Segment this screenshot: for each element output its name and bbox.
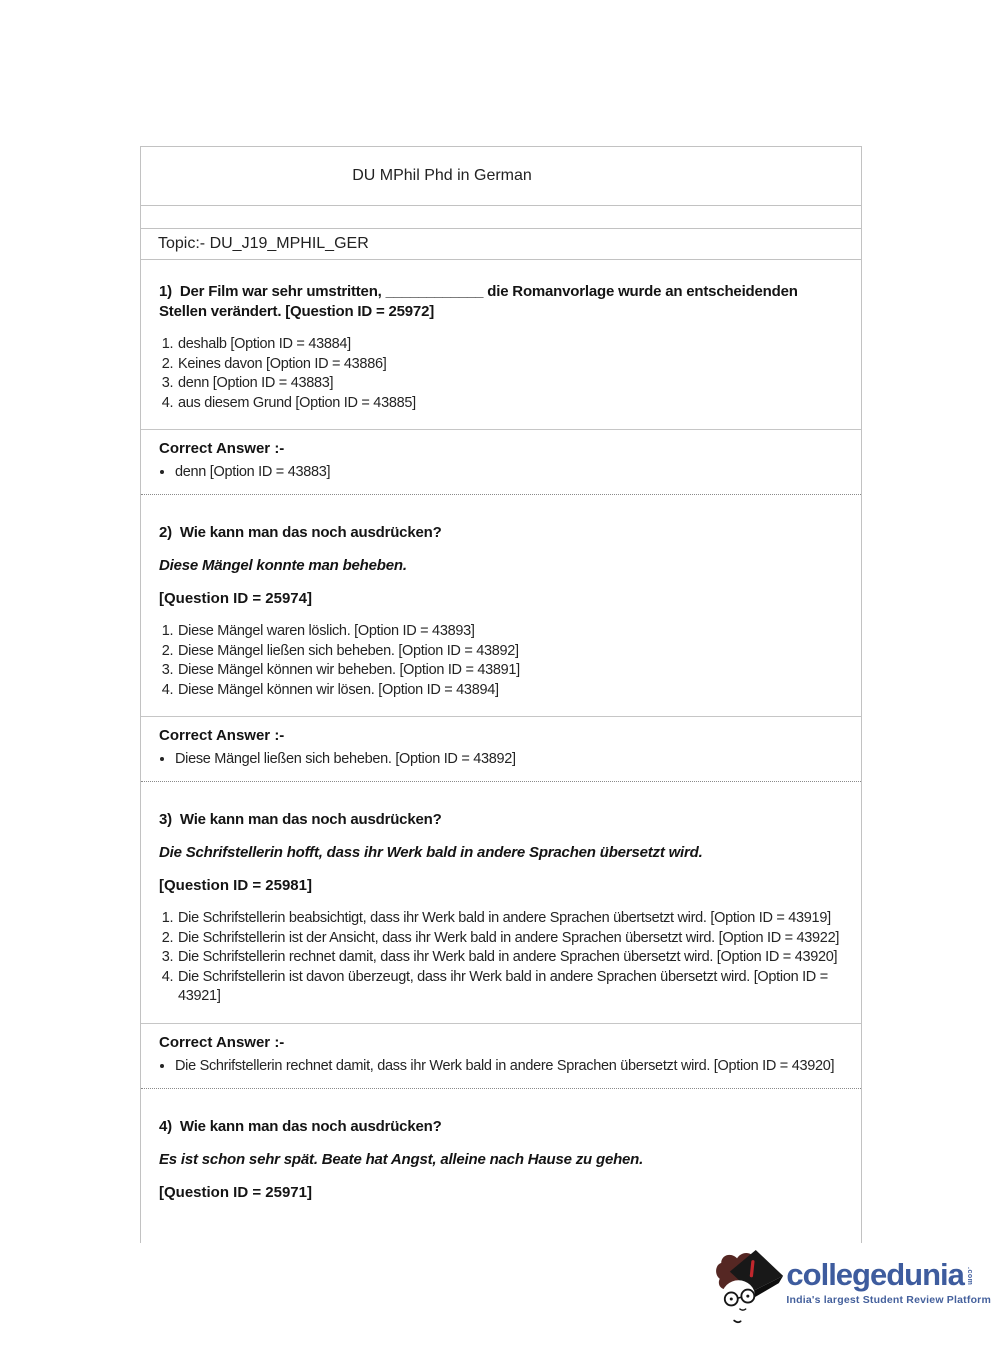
logo-brand-line bbox=[786, 1257, 991, 1292]
question-4-stimulus: Es ist schon sehr spät. Beate hat Angst, alleine nach Hause zu gehen. bbox=[159, 1150, 644, 1168]
correct-answer-list bbox=[159, 462, 847, 482]
option-item: 4. aus diesem Grund [Option ID = 43885] bbox=[177, 394, 847, 414]
correct-answer-list bbox=[159, 1056, 847, 1076]
correct-answer-block-2 bbox=[141, 717, 861, 782]
collegedunia-logo bbox=[714, 1244, 991, 1333]
logo-brand-suffix: .com bbox=[965, 1267, 973, 1286]
option-item: 2. Die Schrifstellerin ist der Ansicht, dass ihr Werk bald in andere Sprachen übersetzt wird. [Option ID = 43922] bbox=[177, 929, 847, 949]
option-item: 2. Keines davon [Option ID = 43886] bbox=[177, 355, 847, 375]
option-item: 1. deshalb [Option ID = 43884] bbox=[177, 335, 847, 355]
questions-area bbox=[141, 260, 861, 1219]
question-3-options bbox=[159, 909, 847, 1007]
option-item: 3. Diese Mängel können wir beheben. [Option ID = 43891] bbox=[177, 661, 847, 681]
option-item: 4. Diese Mängel können wir lösen. [Option ID = 43894] bbox=[177, 681, 847, 701]
collegedunia-mascot-icon bbox=[714, 1244, 786, 1333]
logo-tagline: India's largest Student Review Platform bbox=[786, 1294, 991, 1306]
question-block-4 bbox=[141, 1089, 861, 1219]
correct-answer-item: • Die Schrifstellerin rechnet damit, dass ihr Werk bald in andere Sprachen übersetzt wird. [Option ID = 43920] bbox=[175, 1056, 847, 1076]
correct-answer-label: Correct Answer :- bbox=[159, 440, 285, 457]
question-block-1 bbox=[141, 260, 861, 430]
question-paper-table bbox=[140, 146, 862, 1243]
paper-title: DU MPhil Phd in German bbox=[141, 147, 861, 206]
logo-brand-text: collegedunia bbox=[786, 1257, 964, 1292]
option-item: 3. Die Schrifstellerin rechnet damit, dass ihr Werk bald in andere Sprachen übersetzt wird. [Option ID = 43920] bbox=[177, 948, 847, 968]
question-3-stimulus: Die Schrifstellerin hofft, dass ihr Werk bald in andere Sprachen übersetzt wird. bbox=[159, 844, 703, 861]
question-4-text: 4) Wie kann man das noch ausdrücken? bbox=[159, 1117, 442, 1135]
correct-answer-label: Correct Answer :- bbox=[159, 727, 285, 744]
correct-answer-list bbox=[159, 749, 847, 769]
question-block-3 bbox=[141, 782, 861, 1024]
option-item: 1. Diese Mängel waren löslich. [Option ID = 43893] bbox=[177, 622, 847, 642]
topic-row: Topic:- DU_J19_MPHIL_GER bbox=[141, 229, 861, 260]
logo-text bbox=[786, 1244, 991, 1306]
question-block-2 bbox=[141, 495, 861, 717]
option-item: 3. denn [Option ID = 43883] bbox=[177, 374, 847, 394]
correct-answer-label: Correct Answer :- bbox=[159, 1033, 285, 1051]
question-2-stimulus: Diese Mängel konnte man beheben. bbox=[159, 557, 407, 574]
question-2-options bbox=[159, 622, 847, 700]
question-2-id: [Question ID = 25974] bbox=[159, 590, 312, 607]
question-3-text: 3) Wie kann man das noch ausdrücken? bbox=[159, 811, 442, 828]
correct-answer-item: • Diese Mängel ließen sich beheben. [Option ID = 43892] bbox=[175, 749, 847, 769]
correct-answer-block-3 bbox=[141, 1024, 861, 1089]
question-1-text: 1) Der Film war sehr umstritten, ____________ die Romanvorlage wurde an entscheidenden Stellen verändert. [Question ID = 25972] bbox=[159, 283, 802, 320]
question-1-options bbox=[159, 335, 847, 413]
question-3-id: [Question ID = 25981] bbox=[159, 877, 312, 894]
spacer-row bbox=[141, 206, 861, 229]
question-2-text: 2) Wie kann man das noch ausdrücken? bbox=[159, 524, 442, 541]
correct-answer-block-1 bbox=[141, 430, 861, 495]
option-item: 1. Die Schrifstellerin beabsichtigt, dass ihr Werk bald in andere Sprachen übertsetzt wird. [Option ID = 43919] bbox=[177, 909, 847, 929]
correct-answer-item: • denn [Option ID = 43883] bbox=[175, 462, 847, 482]
question-4-id: [Question ID = 25971] bbox=[159, 1183, 312, 1201]
option-item: 4. Die Schrifstellerin ist davon überzeugt, dass ihr Werk bald in andere Sprachen übersetzt wird. [Option ID = 43921] bbox=[177, 968, 847, 1007]
option-item: 2. Diese Mängel ließen sich beheben. [Option ID = 43892] bbox=[177, 642, 847, 662]
